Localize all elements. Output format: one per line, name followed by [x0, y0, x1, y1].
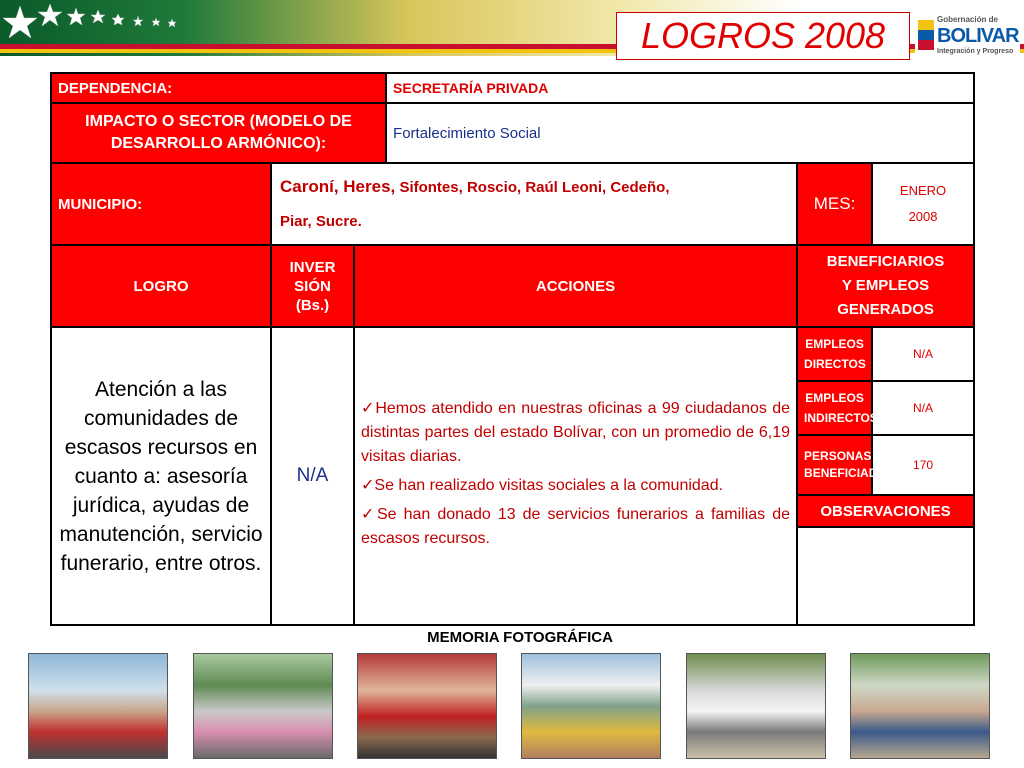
beneficiarios-header-line: BENEFICIARIOS — [826, 253, 945, 270]
page-title: LOGROS 2008 — [616, 12, 910, 60]
photo-1 — [28, 653, 168, 759]
dependencia-value: SECRETARÍA PRIVADA — [386, 73, 974, 103]
stars-icon — [0, 0, 200, 56]
municipio-separator: , — [516, 178, 522, 196]
emblem-icon — [917, 18, 935, 52]
beneficiarios-header — [797, 245, 974, 327]
column-header-row — [51, 245, 974, 327]
municipio-separator: , — [665, 178, 670, 196]
municipio-item: Sifontes — [399, 178, 459, 196]
logro-header: LOGRO — [51, 245, 271, 327]
municipio-row — [51, 163, 974, 245]
municipio-item: Caroní, Heres, — [280, 176, 396, 196]
accion-item: ✓Hemos atendido en nuestras oficinas a 99 ciudadanos de distintas partes del estado Bolívar, con un promedio de 6,19 visitas diarias. — [361, 399, 791, 465]
mes-label: MES: — [797, 163, 872, 245]
impacto-value: Fortalecimiento Social — [386, 103, 974, 163]
inversion-header-line: SIÓN — [294, 277, 331, 295]
municipio-label: MUNICIPIO: — [51, 163, 271, 245]
observaciones-label: OBSERVACIONES — [797, 495, 974, 527]
accion-item: ✓Se han donado 13 de servicios funerarios a familias de escasos recursos. — [361, 505, 791, 547]
logros-table — [50, 72, 975, 626]
benef-label-indirectos: EMPLEOS INDIRECTOS — [797, 381, 872, 435]
impacto-row — [51, 103, 974, 163]
inversion-cell: N/A — [271, 327, 354, 625]
municipio-item: Roscio — [466, 178, 517, 196]
municipio-item: Sucre. — [315, 212, 362, 230]
benef-value-indirectos: N/A — [872, 381, 974, 435]
photo-3 — [357, 653, 497, 759]
benef-value-personas: 170 — [872, 435, 974, 495]
dependencia-row — [51, 73, 974, 103]
municipio-separator: , — [458, 178, 463, 196]
logo-line1: Gobernación de — [937, 15, 998, 24]
beneficiarios-header-line: Y EMPLEOS GENERADOS — [837, 277, 934, 318]
acciones-cell — [354, 327, 797, 625]
mes-value — [872, 163, 974, 245]
municipio-item: Raúl Leoni, — [525, 178, 607, 196]
gobernacion-logo — [915, 12, 1020, 58]
photo-5 — [686, 653, 826, 759]
photo-2 — [193, 653, 333, 759]
municipio-separator: , — [307, 212, 312, 230]
logro-cell: Atención a las comunidades de escasos recursos en cuanto a: asesoría jurídica, ayudas de manutención, servicio funerario, entre otros. — [51, 327, 271, 625]
memoria-title: MEMORIA FOTOGRÁFICA — [427, 629, 613, 646]
photo-4 — [521, 653, 661, 759]
benef-label-personas: PERSONAS BENEFICIADAS — [797, 435, 872, 495]
mes-month: ENERO — [899, 183, 947, 198]
data-row — [51, 327, 974, 381]
inversion-header-line: INVER — [289, 258, 336, 276]
logo-line2: BOLIVAR — [937, 25, 1019, 47]
impacto-label: IMPACTO O SECTOR (MODELO DE DESARROLLO ARMÓNICO): — [51, 103, 386, 163]
acciones-header: ACCIONES — [354, 245, 797, 327]
logo-line3: Integración y Progreso — [937, 48, 1014, 55]
mes-year: 2008 — [908, 209, 938, 224]
municipio-item: Cedeño — [610, 178, 666, 196]
benef-value-directos: N/A — [872, 327, 974, 381]
municipio-item: Piar — [280, 212, 308, 230]
dependencia-label: DEPENDENCIA: — [51, 73, 386, 103]
observaciones-value — [797, 527, 974, 625]
municipio-value — [271, 163, 797, 245]
benef-label-directos: EMPLEOS DIRECTOS — [797, 327, 872, 381]
inversion-header — [271, 245, 354, 327]
photo-6 — [850, 653, 990, 759]
inversion-header-line: (Bs.) — [295, 296, 330, 314]
header-banner — [0, 0, 1024, 60]
accion-item: ✓Se han realizado visitas sociales a la comunidad. — [361, 476, 724, 494]
